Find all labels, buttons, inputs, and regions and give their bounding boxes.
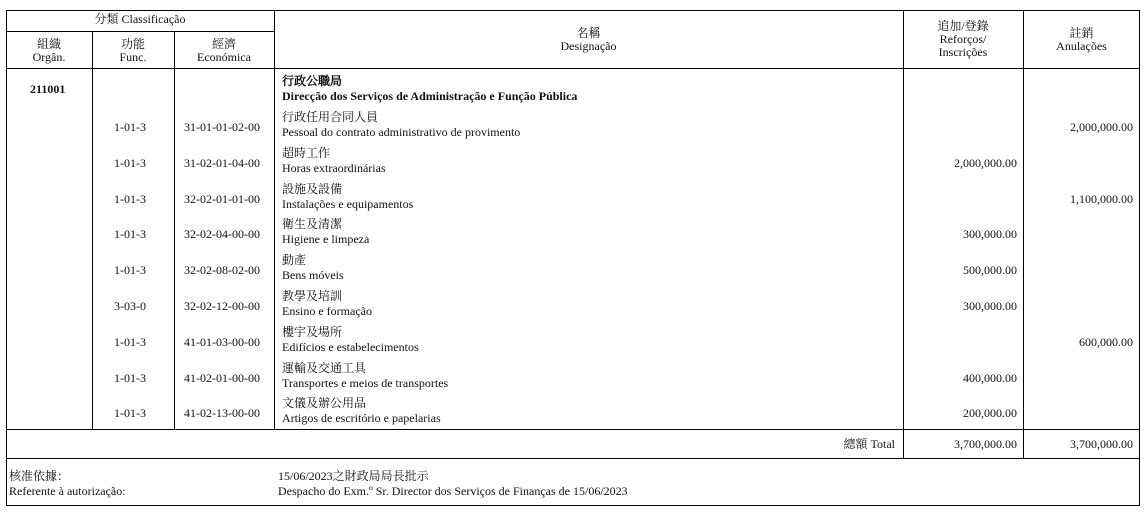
row-name-pt: Artigos de escritório e papelarias	[282, 411, 441, 425]
footer-label-pt: Referente à autorização:	[9, 484, 126, 498]
row-econ-code: 31-01-01-02-00	[184, 120, 260, 134]
reinforce-header-pt2: Inscrições	[938, 45, 988, 59]
func-header-zh: 功能	[120, 37, 145, 51]
reinforce-header	[903, 20, 1023, 59]
organ-header	[6, 38, 92, 64]
row-reinforce: 400,000.00	[963, 371, 1017, 385]
row-func-code: 3-03-0	[114, 299, 146, 313]
econ-header	[174, 38, 274, 64]
row-name-pt: Pessoal do contrato administrativo de provimento	[282, 125, 521, 139]
row-econ-code: 32-02-01-01-00	[184, 192, 260, 206]
row-func-code: 1-01-3	[114, 371, 146, 385]
col-line-3	[274, 10, 275, 429]
footer-text-pt: Despacho do Exm.º Sr. Director dos Serviços de Finanças de 15/06/2023	[278, 484, 628, 498]
row-econ-code: 32-02-12-00-00	[184, 299, 260, 313]
organ-name-pt: Direcção dos Serviços de Administração e Função Pública	[282, 89, 578, 103]
econ-header-pt: Económica	[197, 50, 251, 64]
row-func-code: 1-01-3	[114, 227, 146, 241]
row-name-zh: 樓宇及場所	[282, 325, 343, 339]
total-reinforce: 3,700,000.00	[954, 437, 1017, 451]
row-name-zh: 超時工作	[282, 146, 331, 160]
row-name-pt: Higiene e limpeza	[282, 232, 370, 246]
row-name-zh: 動產	[282, 253, 307, 267]
row-econ-code: 41-01-03-00-00	[184, 335, 260, 349]
row-econ-code: 41-02-01-00-00	[184, 371, 260, 385]
row-cancel: 1,100,000.00	[1070, 192, 1133, 206]
row-func-code: 1-01-3	[114, 120, 146, 134]
total-label: 總額 Total	[843, 437, 895, 451]
row-reinforce: 300,000.00	[963, 227, 1017, 241]
body-bottom-line	[6, 429, 1140, 430]
row-func-code: 1-01-3	[114, 406, 146, 420]
designation-header-zh: 名稱	[576, 26, 601, 40]
col-line-1	[92, 31, 93, 429]
designation-header-pt: Designação	[560, 39, 617, 53]
row-func-code: 1-01-3	[114, 192, 146, 206]
row-name-pt: Instalações e equipamentos	[282, 197, 414, 211]
row-reinforce: 500,000.00	[963, 263, 1017, 277]
row-cancel: 2,000,000.00	[1070, 120, 1133, 134]
row-name-pt: Ensino e formação	[282, 304, 372, 318]
econ-header-zh: 經濟	[211, 37, 236, 51]
organ-name-zh: 行政公職局	[282, 74, 343, 88]
row-func-code: 1-01-3	[114, 335, 146, 349]
cancel-header	[1023, 27, 1140, 53]
total-cancel: 3,700,000.00	[1070, 437, 1133, 451]
organ-code: 211001	[30, 82, 66, 96]
organ-header-pt: Orgân.	[32, 50, 66, 64]
reinforce-header-zh: 追加/登錄	[937, 19, 989, 33]
row-name-zh: 行政任用合同人員	[282, 110, 379, 124]
cancel-header-pt: Anulações	[1056, 39, 1107, 53]
row-name-zh: 運輸及交通工具	[282, 361, 367, 375]
row-reinforce: 2,000,000.00	[954, 156, 1017, 170]
row-name-pt: Bens móveis	[282, 268, 344, 282]
row-econ-code: 32-02-04-00-00	[184, 227, 260, 241]
func-header	[92, 38, 174, 64]
row-econ-code: 41-02-13-00-00	[184, 406, 260, 420]
organ-header-zh: 組織	[36, 37, 61, 51]
row-name-zh: 文儀及辦公用品	[282, 396, 367, 410]
reinforce-header-pt1: Reforços/	[939, 32, 987, 46]
col-line-5	[1023, 10, 1024, 458]
row-name-zh: 教學及培訓	[282, 289, 343, 303]
row-name-zh: 設施及設備	[282, 182, 343, 196]
row-econ-code: 31-02-01-04-00	[184, 156, 260, 170]
row-name-pt: Edifícios e estabelecimentos	[282, 340, 419, 354]
budget-table	[6, 10, 1140, 506]
total-bottom-line	[6, 458, 1140, 459]
row-reinforce: 200,000.00	[963, 406, 1017, 420]
row-cancel: 600,000.00	[1079, 335, 1133, 349]
row-name-pt: Horas extraordinárias	[282, 161, 386, 175]
row-func-code: 1-01-3	[114, 263, 146, 277]
col-line-2	[174, 31, 175, 429]
classification-divider	[6, 31, 274, 32]
row-name-zh: 衛生及清潔	[282, 217, 343, 231]
designation-header	[274, 27, 903, 53]
classification-header: 分類 Classificação	[94, 12, 186, 26]
header-bottom-line	[6, 68, 1140, 69]
row-func-code: 1-01-3	[114, 156, 146, 170]
row-econ-code: 32-02-08-02-00	[184, 263, 260, 277]
func-header-pt: Func.	[119, 50, 147, 64]
row-name-pt: Transportes e meios de transportes	[282, 376, 449, 390]
row-reinforce: 300,000.00	[963, 299, 1017, 313]
cancel-header-zh: 註銷	[1069, 26, 1094, 40]
footer-text-zh: 15/06/2023之財政局局長批示	[278, 469, 429, 483]
footer-label-zh: 核准依據：	[9, 469, 70, 483]
